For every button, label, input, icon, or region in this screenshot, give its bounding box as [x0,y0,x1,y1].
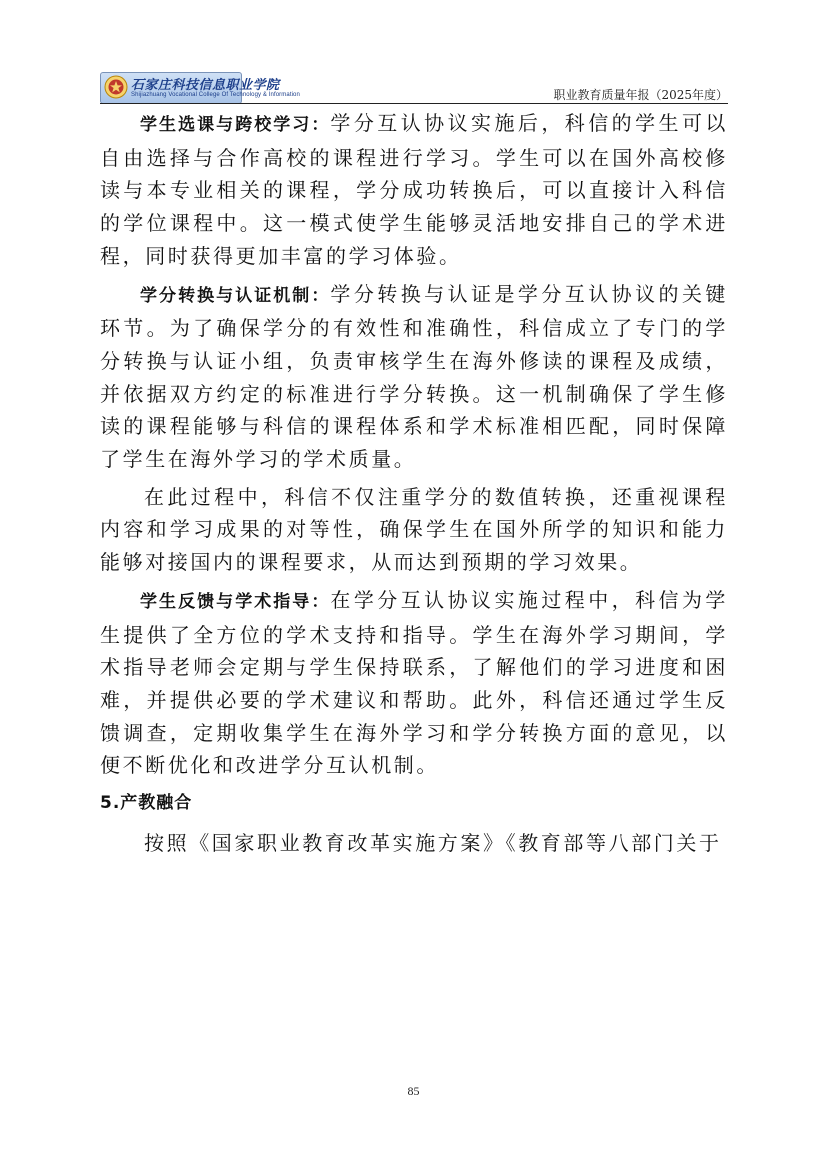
paragraph-course-selection [100,107,728,273]
paragraph-lead: 学生反馈与学术指导： [140,591,331,612]
college-emblem-icon [104,75,128,99]
paragraph-lead: 学分转换与认证机制： [140,285,331,306]
paragraph-equivalence [100,481,728,579]
report-title: 职业教育质量年报（2025年度） [553,88,728,102]
paragraph-credit-transfer [100,278,728,476]
header-divider [100,103,728,104]
paragraph-text: 按照《国家职业教育改革实施方案》《教育部等八部门关于 [144,831,722,856]
logo-college-name: 石家庄科技信息职业学院 [131,78,280,93]
logo-english-name: Shijiazhuang Vocational College Of Technology & Information [131,92,300,98]
paragraph-student-feedback [100,584,728,782]
paragraph-text: 学分转换与认证是学分互认协议的关键环节。为了确保学分的有效性和准确性，科信成立了专门的学分转换与认证小组，负责审核学生在海外修读的课程及成绩，并依据双方约定的标准进行学分转换。这一机制确保了学生修读的课程能够与科信的课程体系和学术标准相匹配，同时保障了学生在海外学习的学术质量。 [100,281,729,472]
paragraph-text: 在学分互认协议实施过程中，科信为学生提供了全方位的学术支持和指导。学生在海外学习期间，学术指导老师会定期与学生保持联系，了解他们的学习进度和困难，并提供必要的学术建议和帮助。此外，科信还通过学生反馈调查，定期收集学生在海外学习和学分转换方面的意见，以便不断优化和改进学分互认机制。 [100,587,729,778]
page-header [100,70,728,104]
page-number: 85 [407,1084,420,1098]
paragraph-lead: 学生选课与跨校学习： [140,115,331,135]
section-heading: 5.产教融合 [100,793,193,814]
paragraph-text: 学分互认协议实施后，科信的学生可以自由选择与合作高校的课程进行学习。学生可以在国外高校修读与本专业相关的课程，学分成功转换后，可以直接计入科信的学位课程中。这一模式使学生能够灵活地安排自己的学术进程，同时获得更加丰富的学习体验。 [100,111,729,268]
paragraph-text: 在此过程中，科信不仅注重学分的数值转换，还重视课程内容和学习成果的对等性，确保学生在国外所学的知识和能力能够对接国内的课程要求，从而达到预期的学习效果。 [100,484,728,575]
paragraph-final [100,827,728,860]
college-logo [100,72,300,104]
page-body [100,107,728,865]
